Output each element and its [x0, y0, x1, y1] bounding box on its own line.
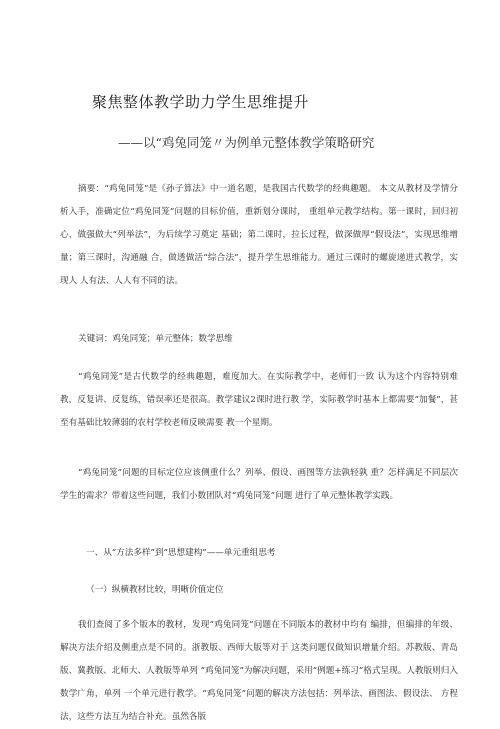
- body-paragraph: “鸡兔同笼”是古代数学的经典趣题，难度加大。在实际教学中，老师们一致 认为这个内容特别难教，反复讲、反复练，错误率还是很高。教学建议2课时进行教 学，实际教学时基本上都需要“加餐”，甚至有基础比较薄弱的农村学校老师反映需要 教一个星期。: [60, 372, 458, 428]
- body-paragraph: “鸡兔同笼”问题的目标定位应该侧重什么？列举、假设、画图等方法孰轻孰 重？怎样满足不同层次学生的需求？带着这些问题，我们小数团队对“鸡兔同笼”问题 进行了单元整体教学实践。: [60, 468, 458, 501]
- abstract-paragraph: 摘要：“鸡兔同笼”是《孙子算法》中一道名题，是我国古代数学的经典趣题。 本文从教材及学情分析入手，准确定位“鸡兔同笼”问题的目标价值，重新划分课时， 重组单元教学结构。第一课时，回归初心，做强做大“列举法”，为后续学习奠定 基础；第二课时，拉长过程，做深做厚“假设法”，实现思维增量；第三课时，沟通融 合，做透做活“综合法”，提升学生思维能力。通过三课时的螺旋递进式教学，实现人 人有法、人人有不同的法。: [60, 184, 458, 286]
- keywords-line: 关键词：鸡兔同笼；单元整体；数学思维: [78, 334, 233, 344]
- section-heading: 一、从“方法多样”到“思想建构”——单元重组思考: [86, 548, 276, 558]
- subsection-heading: （一）纵横教材比较，明晰价值定位: [86, 585, 224, 595]
- document-subtitle: ——以“鸡兔同笼〃为例单元整体教学策略研究: [118, 135, 375, 150]
- body-paragraph: 我们查阅了多个版本的教材，发现“鸡兔同笼”问题在不同版本的教材中均有 编排，但编排的年级、解决方法介绍及侧重点是不同的。浙教版、西师大版等对于 这类问题仅做知识增量介绍。苏教版、青岛版、冀教版、北师大、人教版等单列 “鸡兔同笼”为解决问题，采用“例题+练习”格式呈现。人教版则归入数学广角，单列 一个单元进行教学。“鸡兔同笼”问题的解决方法包括：列举法、画图法、假设法、 方程法，这些方法互为结合补充。虽然各版: [60, 620, 458, 722]
- document-title: 聚焦整体教学助力学生思维提升: [92, 93, 310, 111]
